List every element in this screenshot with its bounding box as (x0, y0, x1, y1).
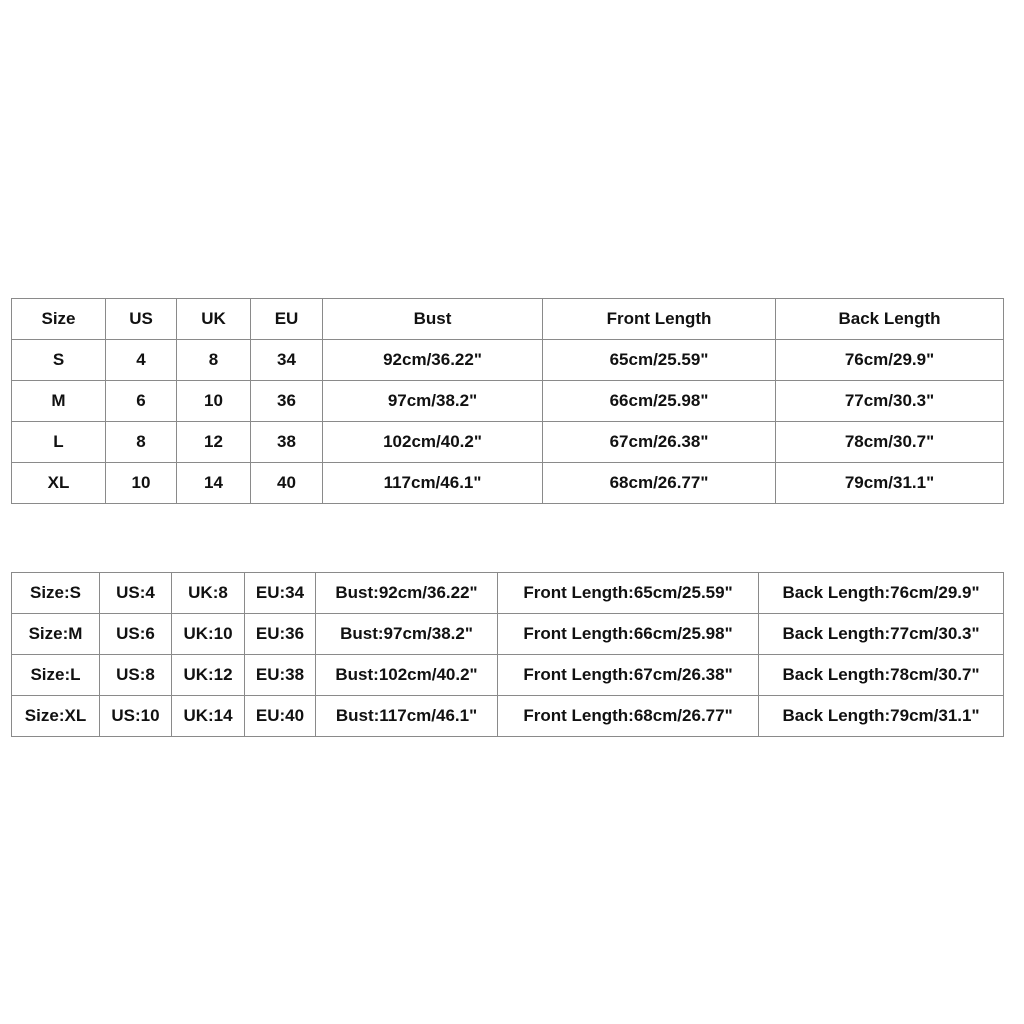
table-cell: S (12, 340, 106, 381)
table-row (12, 463, 1004, 504)
table-cell: 66cm/25.98" (543, 381, 776, 422)
table-cell: 38 (251, 422, 323, 463)
size-chart-labeled-table (11, 572, 1004, 737)
table-cell: 10 (177, 381, 251, 422)
table-cell: US:10 (100, 696, 172, 737)
header-cell-back-length: Back Length (776, 299, 1004, 340)
header-cell-us: US (106, 299, 177, 340)
table-cell: 65cm/25.59" (543, 340, 776, 381)
table-cell: EU:34 (245, 573, 316, 614)
table-cell: 79cm/31.1" (776, 463, 1004, 504)
header-cell-front-length: Front Length (543, 299, 776, 340)
table-cell: 14 (177, 463, 251, 504)
table-cell: Front Length:68cm/26.77" (498, 696, 759, 737)
table-cell: 8 (177, 340, 251, 381)
table-cell: UK:8 (172, 573, 245, 614)
table-cell: 34 (251, 340, 323, 381)
table-cell: L (12, 422, 106, 463)
table-cell: M (12, 381, 106, 422)
table-cell: UK:12 (172, 655, 245, 696)
table-cell: 4 (106, 340, 177, 381)
table-cell: Bust:117cm/46.1" (316, 696, 498, 737)
table-cell: US:4 (100, 573, 172, 614)
table-cell: EU:36 (245, 614, 316, 655)
table-cell: Bust:97cm/38.2" (316, 614, 498, 655)
table-cell: Size:S (12, 573, 100, 614)
table-row (12, 696, 1004, 737)
table-cell: 36 (251, 381, 323, 422)
table-cell: Size:L (12, 655, 100, 696)
table-cell: Bust:102cm/40.2" (316, 655, 498, 696)
table-cell: Back Length:77cm/30.3" (759, 614, 1004, 655)
table-cell: Back Length:78cm/30.7" (759, 655, 1004, 696)
header-cell-size: Size (12, 299, 106, 340)
table-cell: EU:40 (245, 696, 316, 737)
table-cell: Back Length:76cm/29.9" (759, 573, 1004, 614)
table-cell: Bust:92cm/36.22" (316, 573, 498, 614)
table-row (12, 655, 1004, 696)
table-cell: 68cm/26.77" (543, 463, 776, 504)
header-cell-eu: EU (251, 299, 323, 340)
table-cell: 40 (251, 463, 323, 504)
table-cell: 117cm/46.1" (323, 463, 543, 504)
table-cell: US:6 (100, 614, 172, 655)
table-cell: 102cm/40.2" (323, 422, 543, 463)
table-cell: 67cm/26.38" (543, 422, 776, 463)
size-chart-table (11, 298, 1004, 504)
table-cell: 92cm/36.22" (323, 340, 543, 381)
table-cell: Back Length:79cm/31.1" (759, 696, 1004, 737)
table-row (12, 614, 1004, 655)
table-cell: Front Length:66cm/25.98" (498, 614, 759, 655)
table-header-row (12, 299, 1004, 340)
table-cell: Size:M (12, 614, 100, 655)
table-cell: 76cm/29.9" (776, 340, 1004, 381)
table-cell: 78cm/30.7" (776, 422, 1004, 463)
table-cell: 6 (106, 381, 177, 422)
table-cell: US:8 (100, 655, 172, 696)
header-cell-bust: Bust (323, 299, 543, 340)
table-cell: Front Length:65cm/25.59" (498, 573, 759, 614)
table-row (12, 381, 1004, 422)
header-cell-uk: UK (177, 299, 251, 340)
table-cell: XL (12, 463, 106, 504)
table-row (12, 573, 1004, 614)
table-cell: 8 (106, 422, 177, 463)
table-row (12, 422, 1004, 463)
table-cell: EU:38 (245, 655, 316, 696)
table-cell: UK:14 (172, 696, 245, 737)
table-cell: 77cm/30.3" (776, 381, 1004, 422)
table-cell: 10 (106, 463, 177, 504)
table-cell: 97cm/38.2" (323, 381, 543, 422)
table-cell: 12 (177, 422, 251, 463)
table-cell: Size:XL (12, 696, 100, 737)
table-cell: UK:10 (172, 614, 245, 655)
table-row (12, 340, 1004, 381)
table-cell: Front Length:67cm/26.38" (498, 655, 759, 696)
